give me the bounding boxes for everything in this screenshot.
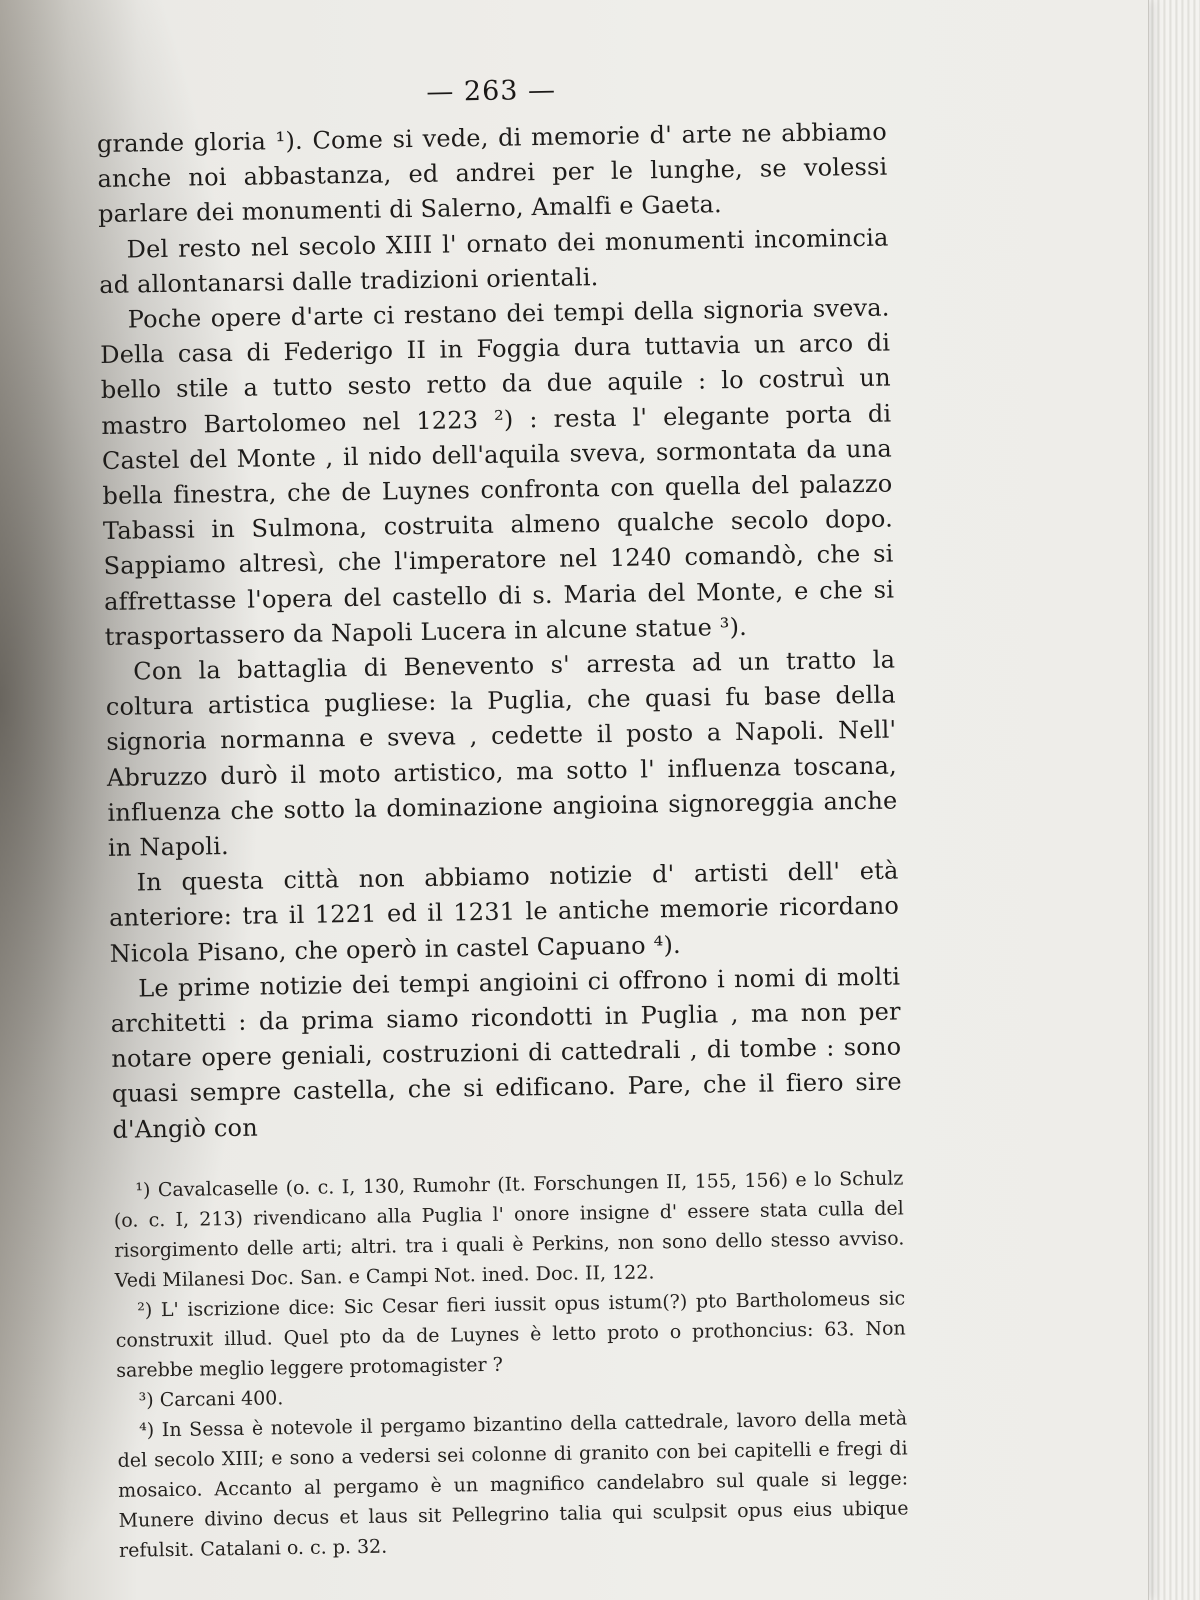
footnote-2: ²) L' iscrizione dice: Sic Cesar fieri iussit opus istum(?) pto Bartholomeus sic construxit illud. Quel pto da de Luynes è letto proto o prothoncius: 63. Non sarebbe meglio leggere protomagister ? [115, 1287, 906, 1382]
paragraph-1: grande gloria ¹). Come si vede, di memorie d' arte ne abbiamo anche noi abbastanza, ed andrei per le lunghe, se volessi parlare dei monumenti di Salerno, Amalfi e Gaeta. [96, 117, 888, 229]
paragraph-4: Con la battaglia di Benevento s' arresta ad un tratto la coltura artistica pugliese: la Puglia, che quasi fu base della signoria normanna e sveva , cedette il posto a Napoli. Nell' Abruzzo durò il moto artistico, ma sotto l' influenza toscana, influenza che sotto la dominazione angioina signoreggia anche in Napoli. [105, 645, 898, 862]
paragraph-2: Del resto nel secolo XIII l' ornato dei monumenti incomincia ad allontanarsi dalle tradizioni orientali. [98, 223, 889, 299]
page-stack-edge [1148, 0, 1200, 1600]
footnotes [113, 1163, 909, 1565]
paragraph-3: Poche opere d'arte ci restano dei tempi della signoria sveva. Della casa di Federigo II in Foggia dura tuttavia un arco di bello stile a tutto sesto retto da due aquile : lo costruì un mastro Bartolomeo nel 1223 ²) : resta l' elegante porta di Castel del Monte , il nido dell'aquila sveva, sormontata da una bella finestra, che de Luynes confronta con quella del palazzo Tabassi in Sulmona, costruita almeno qualche secolo dopo. Sappiamo altresì, che l'imperatore nel 1240 comandò, che si affrettasse l'opera del castello di s. Maria del Monte, e che si trasportassero da Napoli Lucera in alcune statue ³). [100, 293, 895, 651]
footnote-4: ⁴) In Sessa è notevole il pergamo bizantino della cattedrale, lavoro della metà del secolo XIII; e sono a vedersi sei colonne di granito con bei capitelli e fregi di mosaico. Accanto al pergamo è un magnifico candelabro sul quale si legge: Munere divino decus et laus sit Pellegrino talia qui sculpsit opus eius ubique refulsit. Catalani o. c. p. 32. [117, 1407, 909, 1562]
page-number: — 263 — [426, 74, 557, 108]
paragraph-6: Le prime notizie dei tempi angioini ci offrono i nomi di molti architetti : da prima siamo ricondotti in Puglia , ma non per notare opere geniali, costruzioni di cattedrali , di tombe : sono quasi sempre castella, che si edificano. Pare, che il fiero sire d'Angiò con [110, 962, 903, 1144]
footnote-3: ³) Carcani 400. [138, 1387, 284, 1412]
paragraph-5: In questa città non abbiamo notizie d' artisti dell' età anteriore: tra il 1221 ed il 1231 le antiche memorie ricordano Nicola Pisano, che operò in castel Capuano ⁴). [108, 856, 900, 968]
footnote-1: ¹) Cavalcaselle (o. c. I, 130, Rumohr (It. Forschungen II, 155, 156) e lo Schulz (o. c. I, 213) rivendicano alla Puglia l' onore insigne d' essere stata culla del risorgimento delle arti; altri. tra i quali è Perkins, non sono dello stesso avviso. Vedi Milanesi Doc. San. e Campi Not. ined. Doc. II, 122. [113, 1167, 905, 1292]
text-block [96, 70, 909, 1566]
